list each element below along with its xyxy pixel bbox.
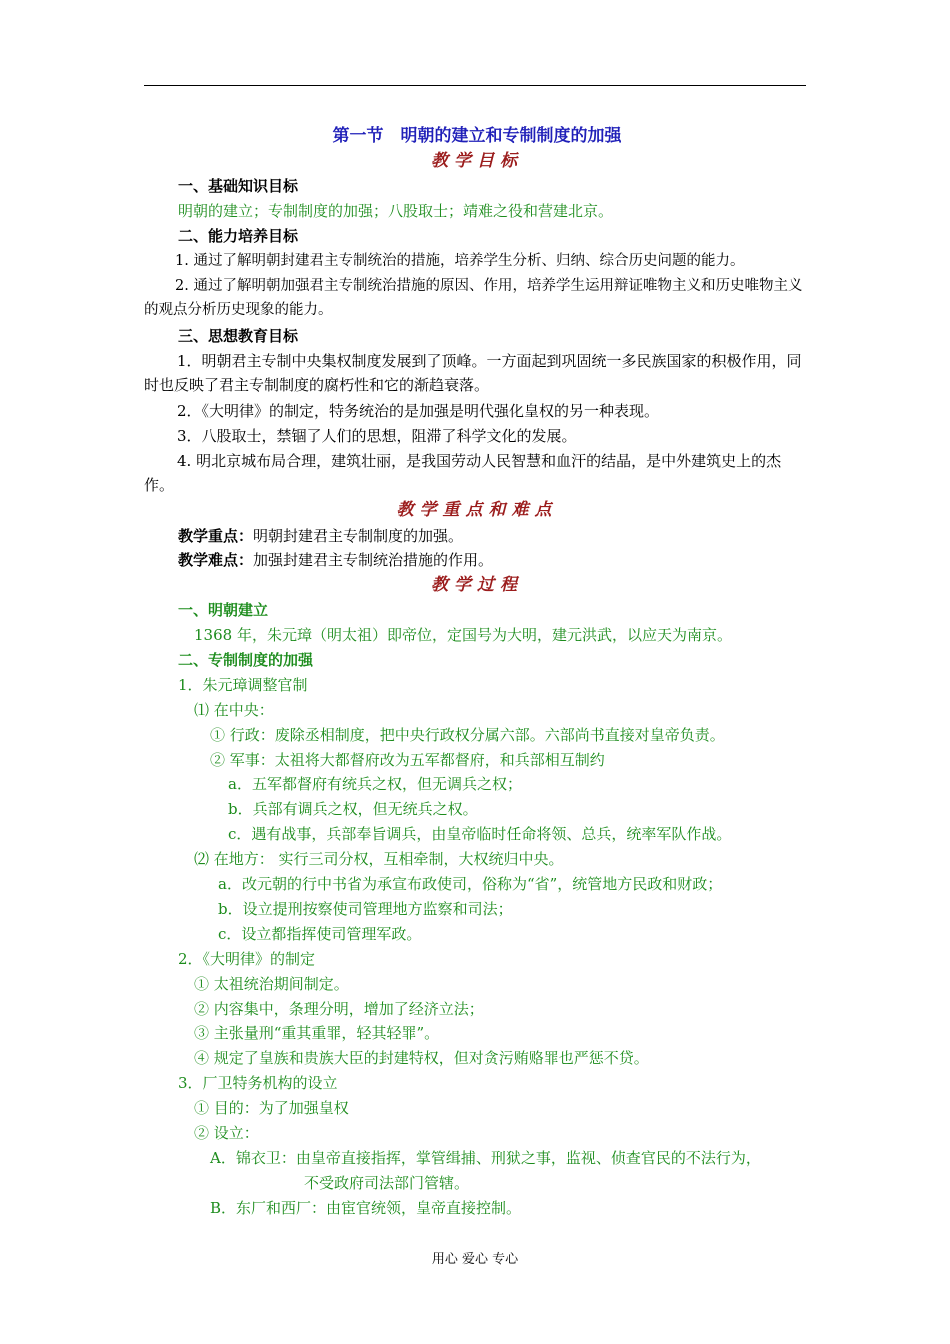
header-rule xyxy=(144,85,806,86)
process-s3-A1: A．锦衣卫：由皇帝直接指挥，掌管缉捕、刑狱之事，监视、侦查官民的不法行为， xyxy=(210,1149,761,1167)
difficulty-text: 加强封建君主专制统治措施的作用。 xyxy=(253,551,494,569)
process-s1-a: ⑴ 在中央： xyxy=(194,701,274,719)
process-s2-4: ④ 规定了皇族和贵族大臣的封建特权，但对贪污贿赂罪也严惩不贷。 xyxy=(194,1049,649,1067)
page-title: 第一节 明朝的建立和专制制度的加强 xyxy=(332,126,622,146)
teaching-difficulty xyxy=(178,548,844,572)
process-s1-bb: b．设立提刑按察使司管理地方监察和司法； xyxy=(218,900,513,918)
process-s1-a2b: b．兵部有调兵之权，但无统兵之权。 xyxy=(228,800,478,818)
difficulty-label: 教学难点： xyxy=(178,551,254,569)
ability-item-1: 1. 通过了解明朝封建君主专制统治的措施，培养学生分析、归纳、综合历史问题的能力。 xyxy=(175,253,745,269)
process-s2-3: ③ 主张量刑“重其重罪，轻其轻罪”。 xyxy=(194,1024,440,1042)
process-s1-a2a: a．五军都督府有统兵之权，但无调兵之权； xyxy=(228,775,522,793)
process-s1-a2: ② 军事：太祖将大都督府改为五军都督府，和兵部相互制约 xyxy=(210,751,605,769)
thought-item-2: 2．《大明律》的制定，特务统治的是加强是明代强化皇权的另一种表现。 xyxy=(177,402,660,420)
process-s2: 2．《大明律》的制定 xyxy=(178,950,316,968)
process-s3: 3．厂卫特务机构的设立 xyxy=(178,1074,338,1092)
process-s1-a2c: c．遇有战事，兵部奉旨调兵，由皇帝临时任命将领、总兵，统率军队作战。 xyxy=(228,825,732,843)
process-p1: 1368 年，朱元璋（明太祖）即帝位，定国号为大明，建元洪武，以应天为南京。 xyxy=(194,626,732,644)
process-s3-1: ① 目的：为了加强皇权 xyxy=(194,1099,349,1117)
process-s1: 1．朱元璋调整官制 xyxy=(178,676,308,694)
teaching-focus xyxy=(178,524,844,548)
process-heading-1: 一、明朝建立 xyxy=(178,601,269,619)
process-s1-a1: ① 行政：废除丞相制度，把中央行政权分属六部。六部尚书直接对皇帝负责。 xyxy=(210,726,725,744)
goal-heading-knowledge: 一、基础知识目标 xyxy=(178,177,299,195)
focus-label: 教学重点： xyxy=(178,527,254,545)
goal-heading-ability: 二、能力培养目标 xyxy=(178,227,299,245)
process-s3-A2: 不受政府司法部门管辖。 xyxy=(304,1174,470,1192)
process-heading-2: 二、专制制度的加强 xyxy=(178,651,314,669)
process-s1-b: ⑵ 在地方： 实行三司分权，互相牵制，大权统归中央。 xyxy=(194,850,564,868)
section-heading-key-points: 教学重点和难点 xyxy=(396,500,558,520)
thought-item-4: 4. 明北京城布局合理，建筑壮丽，是我国劳动人民智慧和血汗的结晶，是中外建筑史上的杰作。 xyxy=(144,452,782,494)
thought-item-1: 1．明朝君主专制中央集权制度发展到了顶峰。一方面起到巩固统一多民族国家的积极作用，同时也反映了君主专制制度的腐朽性和它的渐趋衰落。 xyxy=(144,352,802,394)
section-heading-process: 教学过程 xyxy=(431,575,523,595)
focus-text: 明朝封建君主专制制度的加强。 xyxy=(253,527,464,545)
goal-knowledge-text: 明朝的建立；专制制度的加强；八股取士；靖难之役和营建北京。 xyxy=(178,202,614,220)
ability-item-2: 2. 通过了解明朝加强君主专制统治措施的原因、作用，培养学生运用辩证唯物主义和历史唯物主义的观点分析历史现象的能力。 xyxy=(144,278,803,318)
process-s2-1: ① 太祖统治期间制定。 xyxy=(194,975,349,993)
page-footer: 用心 爱心 专心 xyxy=(431,1252,519,1267)
process-s1-bc: c．设立都指挥使司管理军政。 xyxy=(218,925,422,943)
process-s1-ba: a．改元朝的行中书省为承宣布政使司，俗称为“省”，统管地方民政和财政； xyxy=(218,875,723,893)
process-s2-2: ② 内容集中，条理分明，增加了经济立法； xyxy=(194,1000,484,1018)
process-s3-2: ② 设立： xyxy=(194,1124,259,1142)
process-s3-B: B．东厂和西厂：由宦官统领，皇帝直接控制。 xyxy=(210,1199,522,1217)
section-heading-goals: 教学目标 xyxy=(431,151,523,171)
goal-heading-thought: 三、思想教育目标 xyxy=(178,327,299,345)
thought-item-3: 3．八股取士，禁锢了人们的思想，阻滞了科学文化的发展。 xyxy=(177,427,577,445)
